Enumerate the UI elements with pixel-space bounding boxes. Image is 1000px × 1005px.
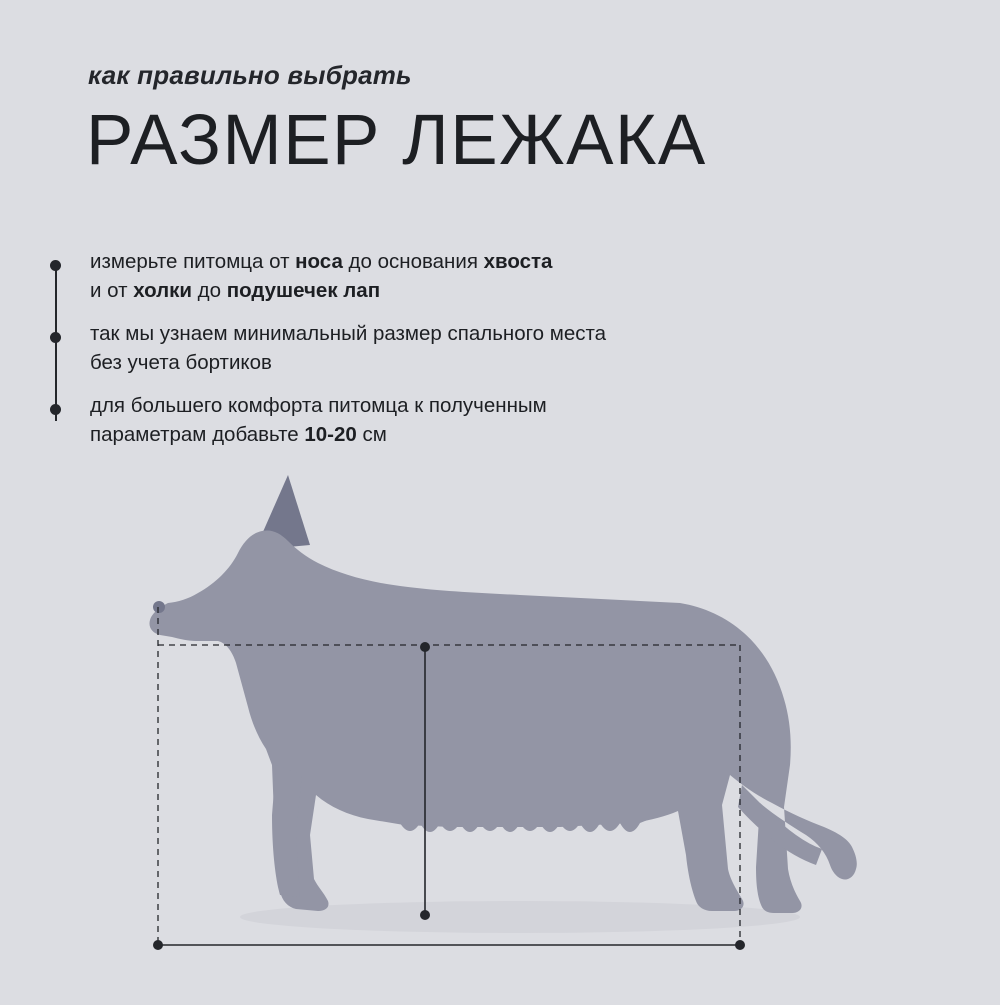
dog-belly-fur xyxy=(400,815,660,832)
height-line-bottom-dot xyxy=(420,910,430,920)
bullet-dot-icon xyxy=(50,404,61,415)
length-line-end-dot xyxy=(735,940,745,950)
bullet-measure-line2-pre: и от xyxy=(90,279,134,303)
bullet-measure-nose: носа xyxy=(295,250,343,273)
bullet-measure-line2-mid: до xyxy=(191,279,227,303)
dog-nose xyxy=(153,601,165,613)
bullet-measure-line1-mid: до основания xyxy=(342,250,484,273)
bullet-comfort-value: 10-20 xyxy=(304,423,357,447)
bullet-minimum-text xyxy=(90,310,810,377)
bullet-comfort-line2-pre: параметрам добавьте xyxy=(90,423,305,447)
bullet-minimum-line2: без учета бортиков xyxy=(90,351,272,375)
bullet-measure-paws: подушечек лап xyxy=(226,279,381,303)
bullet-minimum-line1: так мы узнаем минимальный размер спального места xyxy=(90,322,607,345)
kicker-text: как правильно выбрать xyxy=(88,60,412,90)
bullet-measure-withers: холки xyxy=(133,279,192,303)
bullet-measure xyxy=(50,238,810,310)
dog-diagram-svg xyxy=(0,455,1000,1000)
bullet-minimum xyxy=(50,310,810,382)
illustration xyxy=(0,455,1000,1000)
length-line-start-dot xyxy=(153,940,163,950)
dog-silhouette xyxy=(149,530,856,913)
bullet-measure-tail: хвоста xyxy=(483,250,553,273)
bullet-comfort-text xyxy=(90,382,810,449)
bullet-list xyxy=(50,238,810,454)
bullet-measure-text xyxy=(90,238,810,305)
page-title: РАЗМЕР ЛЕЖАКА xyxy=(86,101,707,180)
height-line-top-dot xyxy=(420,642,430,652)
bullet-comfort-unit: см xyxy=(356,423,387,447)
bullet-measure-line1-pre: измерьте питомца от xyxy=(90,250,296,273)
bullet-comfort xyxy=(50,382,810,454)
bullet-comfort-line1: для большего комфорта питомца к полученным xyxy=(90,394,547,417)
